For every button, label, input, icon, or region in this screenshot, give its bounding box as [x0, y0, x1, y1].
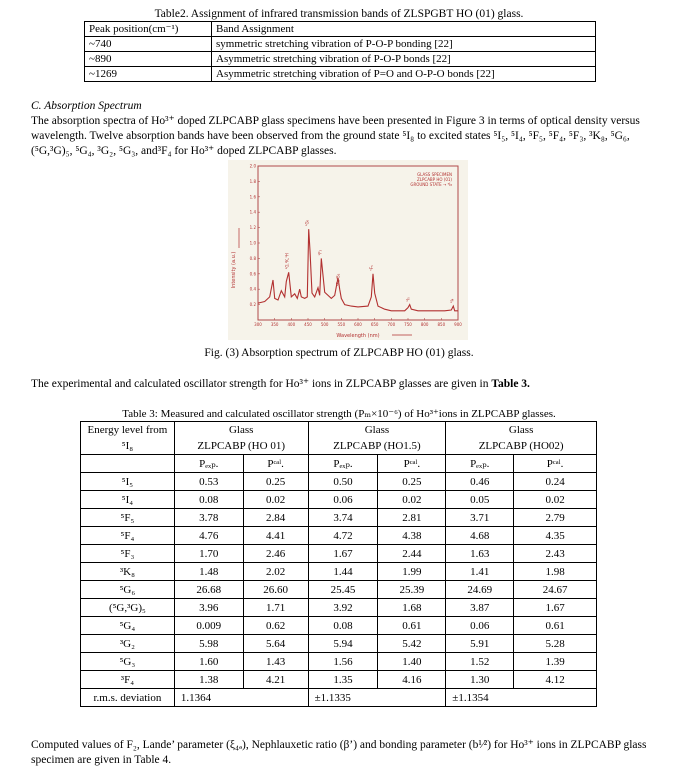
table3-cell: 0.61 — [514, 617, 597, 635]
table3-cell: 1.67 — [514, 599, 597, 617]
table-row — [81, 509, 597, 527]
x-tick-label: 700 — [387, 322, 396, 327]
table3-cell: 0.25 — [243, 473, 308, 491]
table3-cell: 5.94 — [308, 635, 378, 653]
table3-cell: 0.02 — [378, 491, 446, 509]
y-tick-label: 1.8 — [249, 178, 256, 184]
x-tick-label: 750 — [404, 322, 412, 327]
table2-header-cell: Band Assignment — [212, 22, 596, 37]
table3-cell: 4.72 — [308, 527, 378, 545]
table3-cell: 1.39 — [514, 653, 597, 671]
peak-label: ⁵G₆ — [304, 219, 310, 227]
y-axis-label: Intensity (a.u.) — [231, 251, 237, 289]
table3-cell: 4.16 — [378, 671, 446, 689]
table2 — [84, 21, 596, 82]
table4-intro-paragraph: Computed values of F₂, Lande’ parameter (ξ₄ₔ), Nephlauxetic ratio (β’) and bonding parameter (b¹⁄²) for Ho³⁺ ions in ZLPCABP glass specimen are given in Table 4. — [31, 739, 647, 766]
table-row — [81, 653, 597, 671]
table-row — [81, 563, 597, 581]
table2-cell: ~890 — [85, 52, 212, 67]
table-row — [81, 671, 597, 689]
table3-cell: 1.56 — [308, 653, 378, 671]
table3-cell: 0.53 — [174, 473, 243, 491]
table3-cell: 1.99 — [378, 563, 446, 581]
table3-cell: 1.98 — [514, 563, 597, 581]
table3-cell: 1.35 — [308, 671, 378, 689]
table3-cell: 5.64 — [243, 635, 308, 653]
table3-cell: ⁵I₅ — [81, 473, 175, 491]
table3-header-cell: Pₑₓₚ. — [446, 455, 514, 473]
peak-label: ⁵F₃ — [317, 249, 323, 256]
table3-cell: 0.05 — [446, 491, 514, 509]
legend-line-1: GLASS SPECIMEN — [417, 172, 452, 177]
table-row — [85, 67, 596, 82]
table-row — [81, 491, 597, 509]
x-tick-label: 300 — [254, 322, 262, 327]
table2-cell: Asymmetric stretching vibration of P=O and O-P-O bonds [22] — [212, 67, 596, 82]
table3-cell: 25.45 — [308, 581, 378, 599]
x-tick-label: 600 — [354, 322, 362, 327]
table3-cell: 5.91 — [446, 635, 514, 653]
table3-header-cell: Glass — [308, 422, 446, 439]
table2-cell: Asymmetric stretching vibration of P-O-P bonds [22] — [212, 52, 596, 67]
table-row — [81, 599, 597, 617]
table3-cell: 2.84 — [243, 509, 308, 527]
table3-cell: 0.08 — [308, 617, 378, 635]
x-axis-label: Wavelength (nm) — [336, 333, 380, 339]
table3-cell: 0.02 — [243, 491, 308, 509]
y-tick-label: 1.6 — [249, 194, 256, 200]
table3-cell: 4.76 — [174, 527, 243, 545]
table3-cell: 1.1364 — [174, 689, 308, 707]
legend-line-3: GROUND STATE → ⁵I₈ — [410, 182, 452, 187]
table3-header-cell: Energy level from — [81, 422, 175, 439]
table3-cell: 4.68 — [446, 527, 514, 545]
table3-cell: 2.43 — [514, 545, 597, 563]
table3-cell: 0.06 — [446, 617, 514, 635]
table2-cell: symmetric stretching vibration of P-O-P bonding [22] — [212, 37, 596, 52]
table3-cell: ⁵G₆ — [81, 581, 175, 599]
table3-cell: 0.62 — [243, 617, 308, 635]
table3-cell: 1.60 — [174, 653, 243, 671]
x-tick-label: 650 — [370, 322, 379, 327]
table3-cell: 1.48 — [174, 563, 243, 581]
peak-label: ³G,³K,³H — [284, 253, 290, 270]
table3-cell: 4.21 — [243, 671, 308, 689]
x-tick-label: 900 — [454, 322, 462, 327]
table-row — [81, 581, 597, 599]
table3-cell: (⁵G,³G)₅ — [81, 599, 175, 617]
table3-rms-row — [81, 689, 597, 707]
table2-header-row — [85, 22, 596, 37]
peak-label: ⁵F₄,⁵S₂ — [335, 273, 341, 287]
table3-cell: 5.28 — [514, 635, 597, 653]
table3-header-cell — [81, 455, 175, 473]
x-tick-label: 500 — [320, 322, 329, 327]
table3-caption: Table 3: Measured and calculated oscillator strength (Pₘ×10⁻⁶) of Ho³⁺ions in ZLPCABP glasses. — [122, 408, 556, 420]
table-row — [81, 473, 597, 491]
table3-cell: 3.96 — [174, 599, 243, 617]
table-row — [85, 52, 596, 67]
table3-cell: 1.43 — [243, 653, 308, 671]
table3-intro-text: The experimental and calculated oscillator strength for Ho³⁺ ions in ZLPCABP glasses are given in — [31, 378, 492, 390]
table3-cell: ⁵I₄ — [81, 491, 175, 509]
x-tick-label: 400 — [287, 322, 296, 327]
y-tick-label: 1.4 — [249, 209, 256, 215]
table3-cell: 1.70 — [174, 545, 243, 563]
table3-cell: ⁵F₄ — [81, 527, 175, 545]
table3-cell: 4.41 — [243, 527, 308, 545]
table3-header-cell: Glass — [174, 422, 308, 439]
legend-line-2: ZLPCABP HO (01) — [417, 177, 452, 182]
table3-cell: 4.12 — [514, 671, 597, 689]
y-tick-label: 0.6 — [249, 271, 256, 277]
x-tick-label: 450 — [304, 322, 312, 327]
table3-cell: ⁵G₄ — [81, 617, 175, 635]
table2-cell: ~740 — [85, 37, 212, 52]
table3-header-cell: Pₑₓₚ. — [308, 455, 378, 473]
table3-cell: 1.63 — [446, 545, 514, 563]
table3-cell: ³F₄ — [81, 671, 175, 689]
table3-cell: 5.42 — [378, 635, 446, 653]
figure-caption: Fig. (3) Absorption spectrum of ZLPCABP HO (01) glass. — [204, 347, 474, 359]
y-tick-label: 1.0 — [249, 240, 256, 246]
table3-cell: 3.92 — [308, 599, 378, 617]
table3-cell: 24.67 — [514, 581, 597, 599]
absorption-spectrum-chart — [228, 160, 468, 340]
table3-cell: 0.50 — [308, 473, 378, 491]
table3-reference: Table 3. — [491, 378, 530, 390]
table3-cell: ³G₂ — [81, 635, 175, 653]
x-tick-label: 850 — [437, 322, 446, 327]
table3-header-cell: ⁵I₈ — [81, 438, 175, 455]
table3-cell: 25.39 — [378, 581, 446, 599]
peak-label: ⁵I₅ — [405, 297, 411, 302]
table3-cell: 1.71 — [243, 599, 308, 617]
y-tick-label: 0.8 — [249, 255, 256, 261]
table3-cell: ⁵G₃ — [81, 653, 175, 671]
table3-cell: ⁵F₃ — [81, 545, 175, 563]
table3-cell: 0.06 — [308, 491, 378, 509]
table-row — [85, 37, 596, 52]
table3-cell: ⁵F₅ — [81, 509, 175, 527]
section-heading: C. Absorption Spectrum — [31, 100, 142, 112]
y-tick-label: 0.4 — [249, 286, 256, 292]
table3-cell: 2.44 — [378, 545, 446, 563]
table3-header-cell: Glass — [446, 422, 597, 439]
y-tick-label: 2.0 — [249, 163, 256, 169]
table3-header-cell: ZLPCABP (HO02) — [446, 438, 597, 455]
table3-cell: 1.41 — [446, 563, 514, 581]
table3-cell: 26.68 — [174, 581, 243, 599]
table3-cell: 0.08 — [174, 491, 243, 509]
table3-header-cell: Pᶜᵃˡ. — [243, 455, 308, 473]
table-row — [81, 545, 597, 563]
table3-cell: 3.78 — [174, 509, 243, 527]
x-tick-label: 350 — [270, 322, 279, 327]
table3-cell: r.m.s. deviation — [81, 689, 175, 707]
table3-cell: 1.38 — [174, 671, 243, 689]
table3-cell: ±1.1354 — [446, 689, 597, 707]
table3-cell: 0.02 — [514, 491, 597, 509]
y-tick-label: 1.2 — [249, 225, 256, 231]
table3-cell: 5.98 — [174, 635, 243, 653]
table3-subheader-row — [81, 455, 597, 473]
absorption-spectrum-figure — [228, 160, 468, 340]
table3-cell: 2.46 — [243, 545, 308, 563]
table3-cell: 0.009 — [174, 617, 243, 635]
x-tick-label: 800 — [420, 322, 429, 327]
table-row — [81, 527, 597, 545]
table2-cell: ~1269 — [85, 67, 212, 82]
table3-cell: 1.44 — [308, 563, 378, 581]
table3-cell: 26.60 — [243, 581, 308, 599]
table3-cell: 0.25 — [378, 473, 446, 491]
table3-cell: ³K₈ — [81, 563, 175, 581]
y-tick-label: 0.2 — [249, 302, 256, 308]
table2-header-cell: Peak position(cm⁻¹) — [85, 22, 212, 37]
table3-header-cell: Pᶜᵃˡ. — [378, 455, 446, 473]
table3-cell: 1.67 — [308, 545, 378, 563]
table3-cell: 3.74 — [308, 509, 378, 527]
table3-cell: 2.81 — [378, 509, 446, 527]
table3-cell: 3.71 — [446, 509, 514, 527]
table3-header-cell: Pᶜᵃˡ. — [514, 455, 597, 473]
table3-cell: 1.40 — [378, 653, 446, 671]
table3-header-row — [81, 438, 597, 455]
table2-caption: Table2. Assignment of infrared transmission bands of ZLSPGBT HO (01) glass. — [154, 8, 524, 20]
table3-cell: 0.46 — [446, 473, 514, 491]
table3-cell: 1.30 — [446, 671, 514, 689]
table3-header-cell: Pₑₓₚ. — [174, 455, 243, 473]
table3 — [80, 421, 597, 707]
table3-cell: 3.87 — [446, 599, 514, 617]
table3-cell: 0.61 — [378, 617, 446, 635]
table3-cell: 4.35 — [514, 527, 597, 545]
table3-header-row — [81, 422, 597, 439]
table3-header-cell: ZLPCABP (HO1.5) — [308, 438, 446, 455]
table-row — [81, 635, 597, 653]
table3-cell: 0.24 — [514, 473, 597, 491]
table3-header-cell: ZLPCABP (HO 01) — [174, 438, 308, 455]
peak-label: ⁵I₄ — [449, 298, 455, 304]
table3-cell: 2.02 — [243, 563, 308, 581]
table3-body — [81, 473, 597, 689]
table3-cell: ±1.1335 — [308, 689, 446, 707]
chart-background — [228, 160, 468, 340]
table3-cell: 24.69 — [446, 581, 514, 599]
table3-cell: 2.79 — [514, 509, 597, 527]
table3-cell: 1.68 — [378, 599, 446, 617]
table3-intro-paragraph — [31, 377, 651, 392]
table3-cell: 4.38 — [378, 527, 446, 545]
table3-cell: 1.52 — [446, 653, 514, 671]
peak-label: ⁵F₅ — [369, 265, 374, 271]
section-paragraph: The absorption spectra of Ho³⁺ doped ZLPCABP glass specimens have been presented in Figure 3 in terms of optical density versus wavelength. Twelve absorption bands have been observed from the ground state ⁵I₈ to excited states ⁵I₅, ⁵I₄, ⁵F₅, ⁵F₄, ⁵F₃, ³K₈, ⁵G₆, (⁵G,³G)₅, ⁵G₄, ³G₂, ⁵G₃, and³F₄ for Ho³⁺ doped ZLPCABP glasses. — [31, 115, 640, 157]
table-row — [81, 617, 597, 635]
x-tick-label: 550 — [337, 322, 346, 327]
